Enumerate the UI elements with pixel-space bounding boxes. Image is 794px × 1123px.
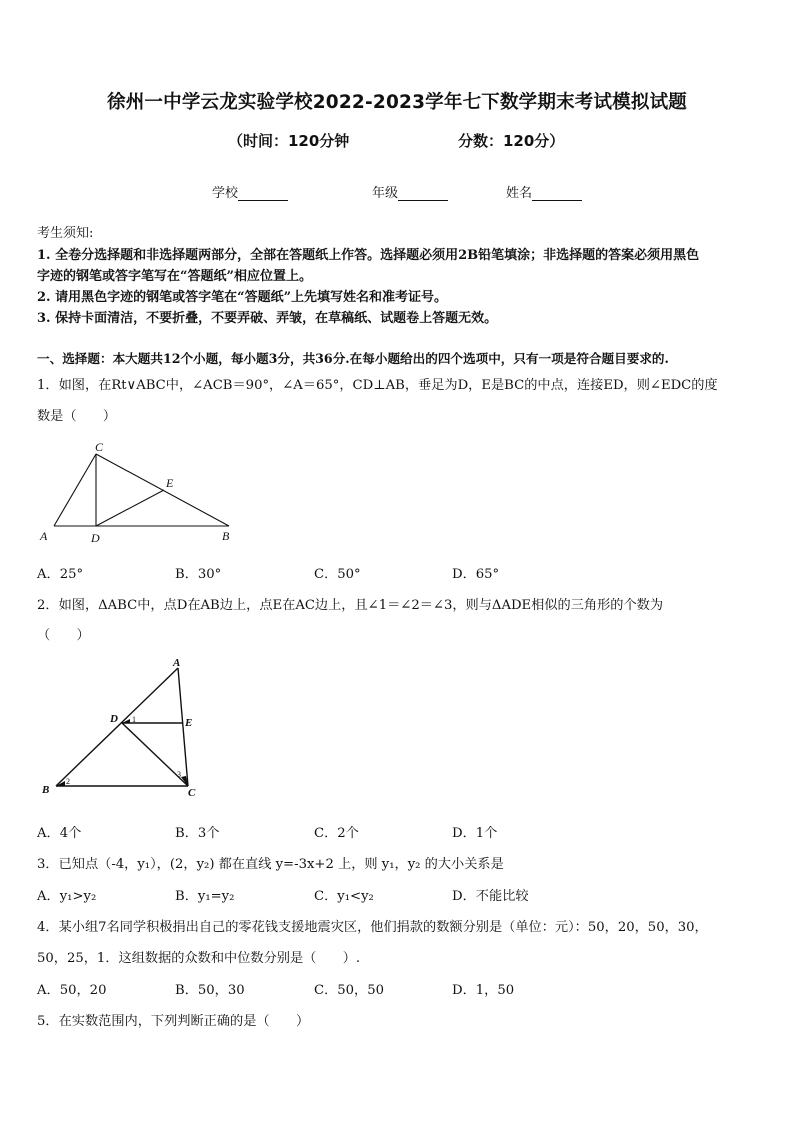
exam-score: 分数：120分） [458, 132, 565, 150]
q2-stem-2: （ ） [37, 628, 90, 643]
q1-label-b: B [222, 529, 230, 543]
q1-stem: 1．如图，在Rt∨ABC中，∠ACB＝90°，∠A＝65°，CD⊥AB，垂足为D，E是BC的中点，连接ED，则∠EDC的度 [37, 378, 718, 393]
name-label: 姓名 [506, 186, 533, 201]
q1-segment-de [96, 490, 164, 526]
q2-option-d[interactable]: D．1个 [452, 826, 498, 841]
name-blank[interactable] [532, 186, 582, 201]
q1-label-a: A [40, 529, 48, 543]
q2-label-b: B [42, 784, 50, 796]
grade-label: 年级 [372, 186, 399, 201]
q3-option-c[interactable]: C．y₁<y₂ [314, 889, 374, 904]
exam-time: （时间：120分钟 [228, 132, 350, 150]
q2-option-c[interactable]: C．2个 [314, 826, 359, 841]
q2-label-a: A [173, 657, 181, 669]
q5-stem: 5．在实数范围内，下列判断正确的是（ ） [37, 1014, 310, 1029]
q1-option-a[interactable]: A．25° [37, 567, 84, 582]
q1-label-c: C [95, 440, 104, 454]
q2-angle-1-label: 1 [132, 715, 136, 724]
q1-figure [36, 436, 246, 548]
q2-option-b[interactable]: B．3个 [175, 826, 220, 841]
q4-stem: 4．某小组7名同学积极捐出自己的零花钱支援地震灾区，他们捐款的数额分别是（单位：元）：50，20，50，30， [37, 920, 708, 935]
notice-item-1: 1. 全卷分选择题和非选择题两部分，全部在答题纸上作答。选择题必须用2B铅笔填涂；非选择题的答案必须用黑色 [37, 248, 700, 263]
notice-heading: 考生须知: [37, 226, 94, 241]
school-label: 学校 [212, 186, 239, 201]
exam-title: 徐州一中学云龙实验学校2022-2023学年七下数学期末考试模拟试题 [107, 92, 687, 113]
q3-option-d[interactable]: D．不能比较 [452, 889, 529, 904]
name-field [506, 182, 582, 201]
q2-label-e: E [185, 717, 193, 729]
q2-figure [38, 656, 203, 801]
q2-angle-2-label: 2 [66, 777, 70, 786]
q3-stem: 3．已知点（-4，y₁），(2，y₂) 都在直线 y=-3x+2 上，则 y₁，y₂ 的大小关系是 [37, 857, 504, 872]
q1-label-e: E [166, 476, 174, 490]
q3-option-b[interactable]: B．y₁=y₂ [175, 889, 235, 904]
q1-option-d[interactable]: D．65° [452, 567, 500, 582]
q2-option-a[interactable]: A．4个 [37, 826, 82, 841]
notice-item-3: 3. 保持卡面清洁，不要折叠，不要弄破、弄皱，在草稿纸、试题卷上答题无效。 [37, 311, 498, 326]
q1-side-ac [54, 454, 96, 526]
section-heading: 一、选择题：本大题共12个小题，每小题3分，共36分.在每小题给出的四个选项中，只有一项是符合题目要求的. [37, 351, 669, 366]
school-blank[interactable] [238, 186, 288, 201]
q2-side-ab [56, 668, 178, 786]
q4-option-d[interactable]: D．1，50 [452, 983, 515, 998]
q3-option-a[interactable]: A．y₁>y₂ [37, 889, 97, 904]
grade-field [372, 182, 448, 201]
q1-label-d: D [91, 531, 100, 545]
q1-option-b[interactable]: B．30° [175, 567, 222, 582]
grade-blank[interactable] [398, 186, 448, 201]
q4-stem-2: 50，25，1．这组数据的众数和中位数分别是（ ）. [37, 951, 361, 966]
q2-label-d: D [110, 713, 118, 725]
q2-angle-3-label: 3 [177, 770, 181, 779]
school-field [212, 182, 288, 201]
q2-label-c: C [188, 787, 196, 799]
q2-stem: 2．如图，ΔABC中，点D在AB边上，点E在AC边上，且∠1＝∠2＝∠3，则与ΔADE相似的三角形的个数为 [37, 598, 664, 613]
q4-option-c[interactable]: C．50，50 [314, 983, 385, 998]
notice-item-2: 2. 请用黑色字迹的钢笔或答字笔在“答题纸”上先填写姓名和准考证号。 [37, 290, 448, 305]
notice-item-1b: 字迹的钢笔或答字笔写在“答题纸”相应位置上。 [37, 269, 312, 284]
q4-option-a[interactable]: A．50，20 [37, 983, 107, 998]
q4-option-b[interactable]: B．50，30 [175, 983, 245, 998]
q1-stem-2: 数是（ ） [37, 409, 117, 424]
q1-option-c[interactable]: C．50° [314, 567, 361, 582]
